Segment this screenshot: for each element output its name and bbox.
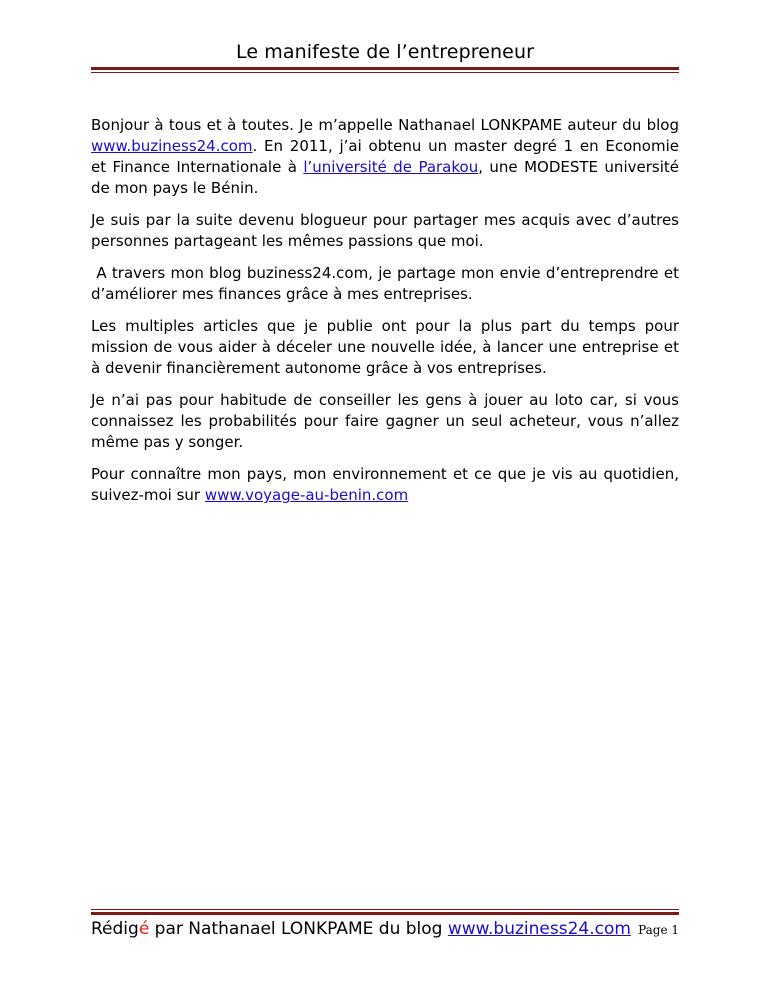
paragraph-voyage-text: Pour connaître mon pays, mon environnement et ce que je vis au quotidien, suivez-moi sur (91, 465, 679, 504)
document-body (91, 115, 684, 517)
paragraph-blog: A travers mon blog buziness24.com, je partage mon envie d’entreprendre et d’améliorer mes finances grâce à mes entreprises. (91, 264, 684, 303)
header-rule-thin (91, 72, 679, 73)
paragraph-intro (91, 115, 679, 199)
paragraph-intro-text-2: . En 2011, j’ai obtenu un master degré 1 en Economie et Finance Internationale à (91, 137, 679, 176)
page-header-title: Le manifeste de l’entrepreneur (235, 41, 534, 63)
paragraph-articles: Les multiples articles que je publie ont pour la plus part du temps pour mission de vous aider à déceler une nouvelle idée, à lancer une entreprise et à devenir financièrement autonome grâce à vos entreprises. (91, 317, 679, 377)
paragraph-blogueur: Je suis par la suite devenu blogueur pour partager mes acquis avec d’autres personnes partageant les mêmes passions que moi. (91, 211, 679, 250)
footer-accent-letter: é (138, 919, 150, 939)
page-number: Page 1 (638, 923, 679, 937)
footer-rule-thick (91, 912, 679, 915)
footer-text-middle: par Nathanael LONKPAME du blog (149, 919, 448, 939)
paragraph-loto: Je n’ai pas pour habitude de conseiller les gens à jouer au loto car, si vous connaissez les probabilités pour faire gagner un seul acheteur, vous n’allez même pas y songer. (91, 391, 679, 451)
link-voyage-au-benin[interactable]: www.voyage-au-benin.com (204, 486, 409, 504)
paragraph-intro-text-1: Bonjour à tous et à toutes. Je m’appelle Nathanael LONKPAME auteur du blog (91, 116, 679, 134)
footer-link-buziness24[interactable]: www.buziness24.com (447, 919, 631, 939)
link-buziness24[interactable]: www.buziness24.com (91, 137, 253, 155)
link-universite-parakou[interactable]: l’université de Parakou (303, 158, 479, 176)
paragraph-voyage (91, 464, 679, 506)
header-rule-thick (91, 67, 679, 70)
footer-text-start: Rédig (91, 919, 139, 939)
paragraph-intro-text-3: , une MODESTE université de mon pays le Bénin. (91, 158, 679, 197)
footer-rule-thin (91, 909, 679, 910)
footer-credit (91, 918, 631, 940)
